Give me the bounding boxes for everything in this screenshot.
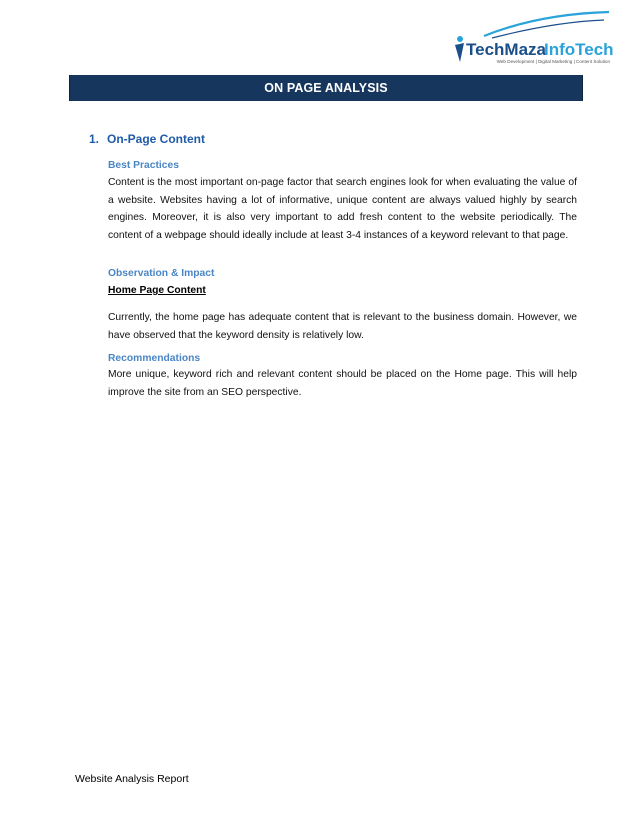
logo-swoosh-icon <box>492 20 604 38</box>
logo-person-icon <box>457 36 463 42</box>
logo-name-part1: TechMaza <box>466 40 546 59</box>
section-number: 1. <box>89 132 100 146</box>
recommendations-heading: Recommendations <box>108 353 201 364</box>
logo-swoosh-icon <box>484 12 609 36</box>
home-page-content-heading: Home Page Content <box>108 285 206 296</box>
section-heading <box>89 132 205 146</box>
section-title: On-Page Content <box>107 132 205 146</box>
banner-title: ON PAGE ANALYSIS <box>264 81 388 95</box>
section-banner <box>69 75 583 101</box>
best-practices-heading: Best Practices <box>108 160 179 171</box>
best-practices-text: Content is the most important on-page factor that search engines look for when evaluating the value of a website. Websites having a lot of informative, unique content are always valued highly by search engines. Moreover, it is also very important to add fresh content to the website periodically. The content of a webpage should ideally include at least 3-4 instances of a keyword relevant to that page. <box>108 177 577 241</box>
logo-mark <box>444 10 614 66</box>
logo-person-icon <box>455 43 464 62</box>
company-logo <box>444 10 614 66</box>
observation-heading: Observation & Impact <box>108 268 215 279</box>
logo-name-part2: InfoTech <box>544 40 614 59</box>
observation-text: Currently, the home page has adequate content that is relevant to the business domain. However, we have observed that the keyword density is relatively low. <box>108 312 577 341</box>
recommendations-text: More unique, keyword rich and relevant content should be placed on the Home page. This will help improve the site from an SEO perspective. <box>108 369 577 398</box>
footer-text: Website Analysis Report <box>75 773 189 785</box>
logo-tagline: Web Development | Digital Marketing | Content Solution <box>496 59 610 64</box>
